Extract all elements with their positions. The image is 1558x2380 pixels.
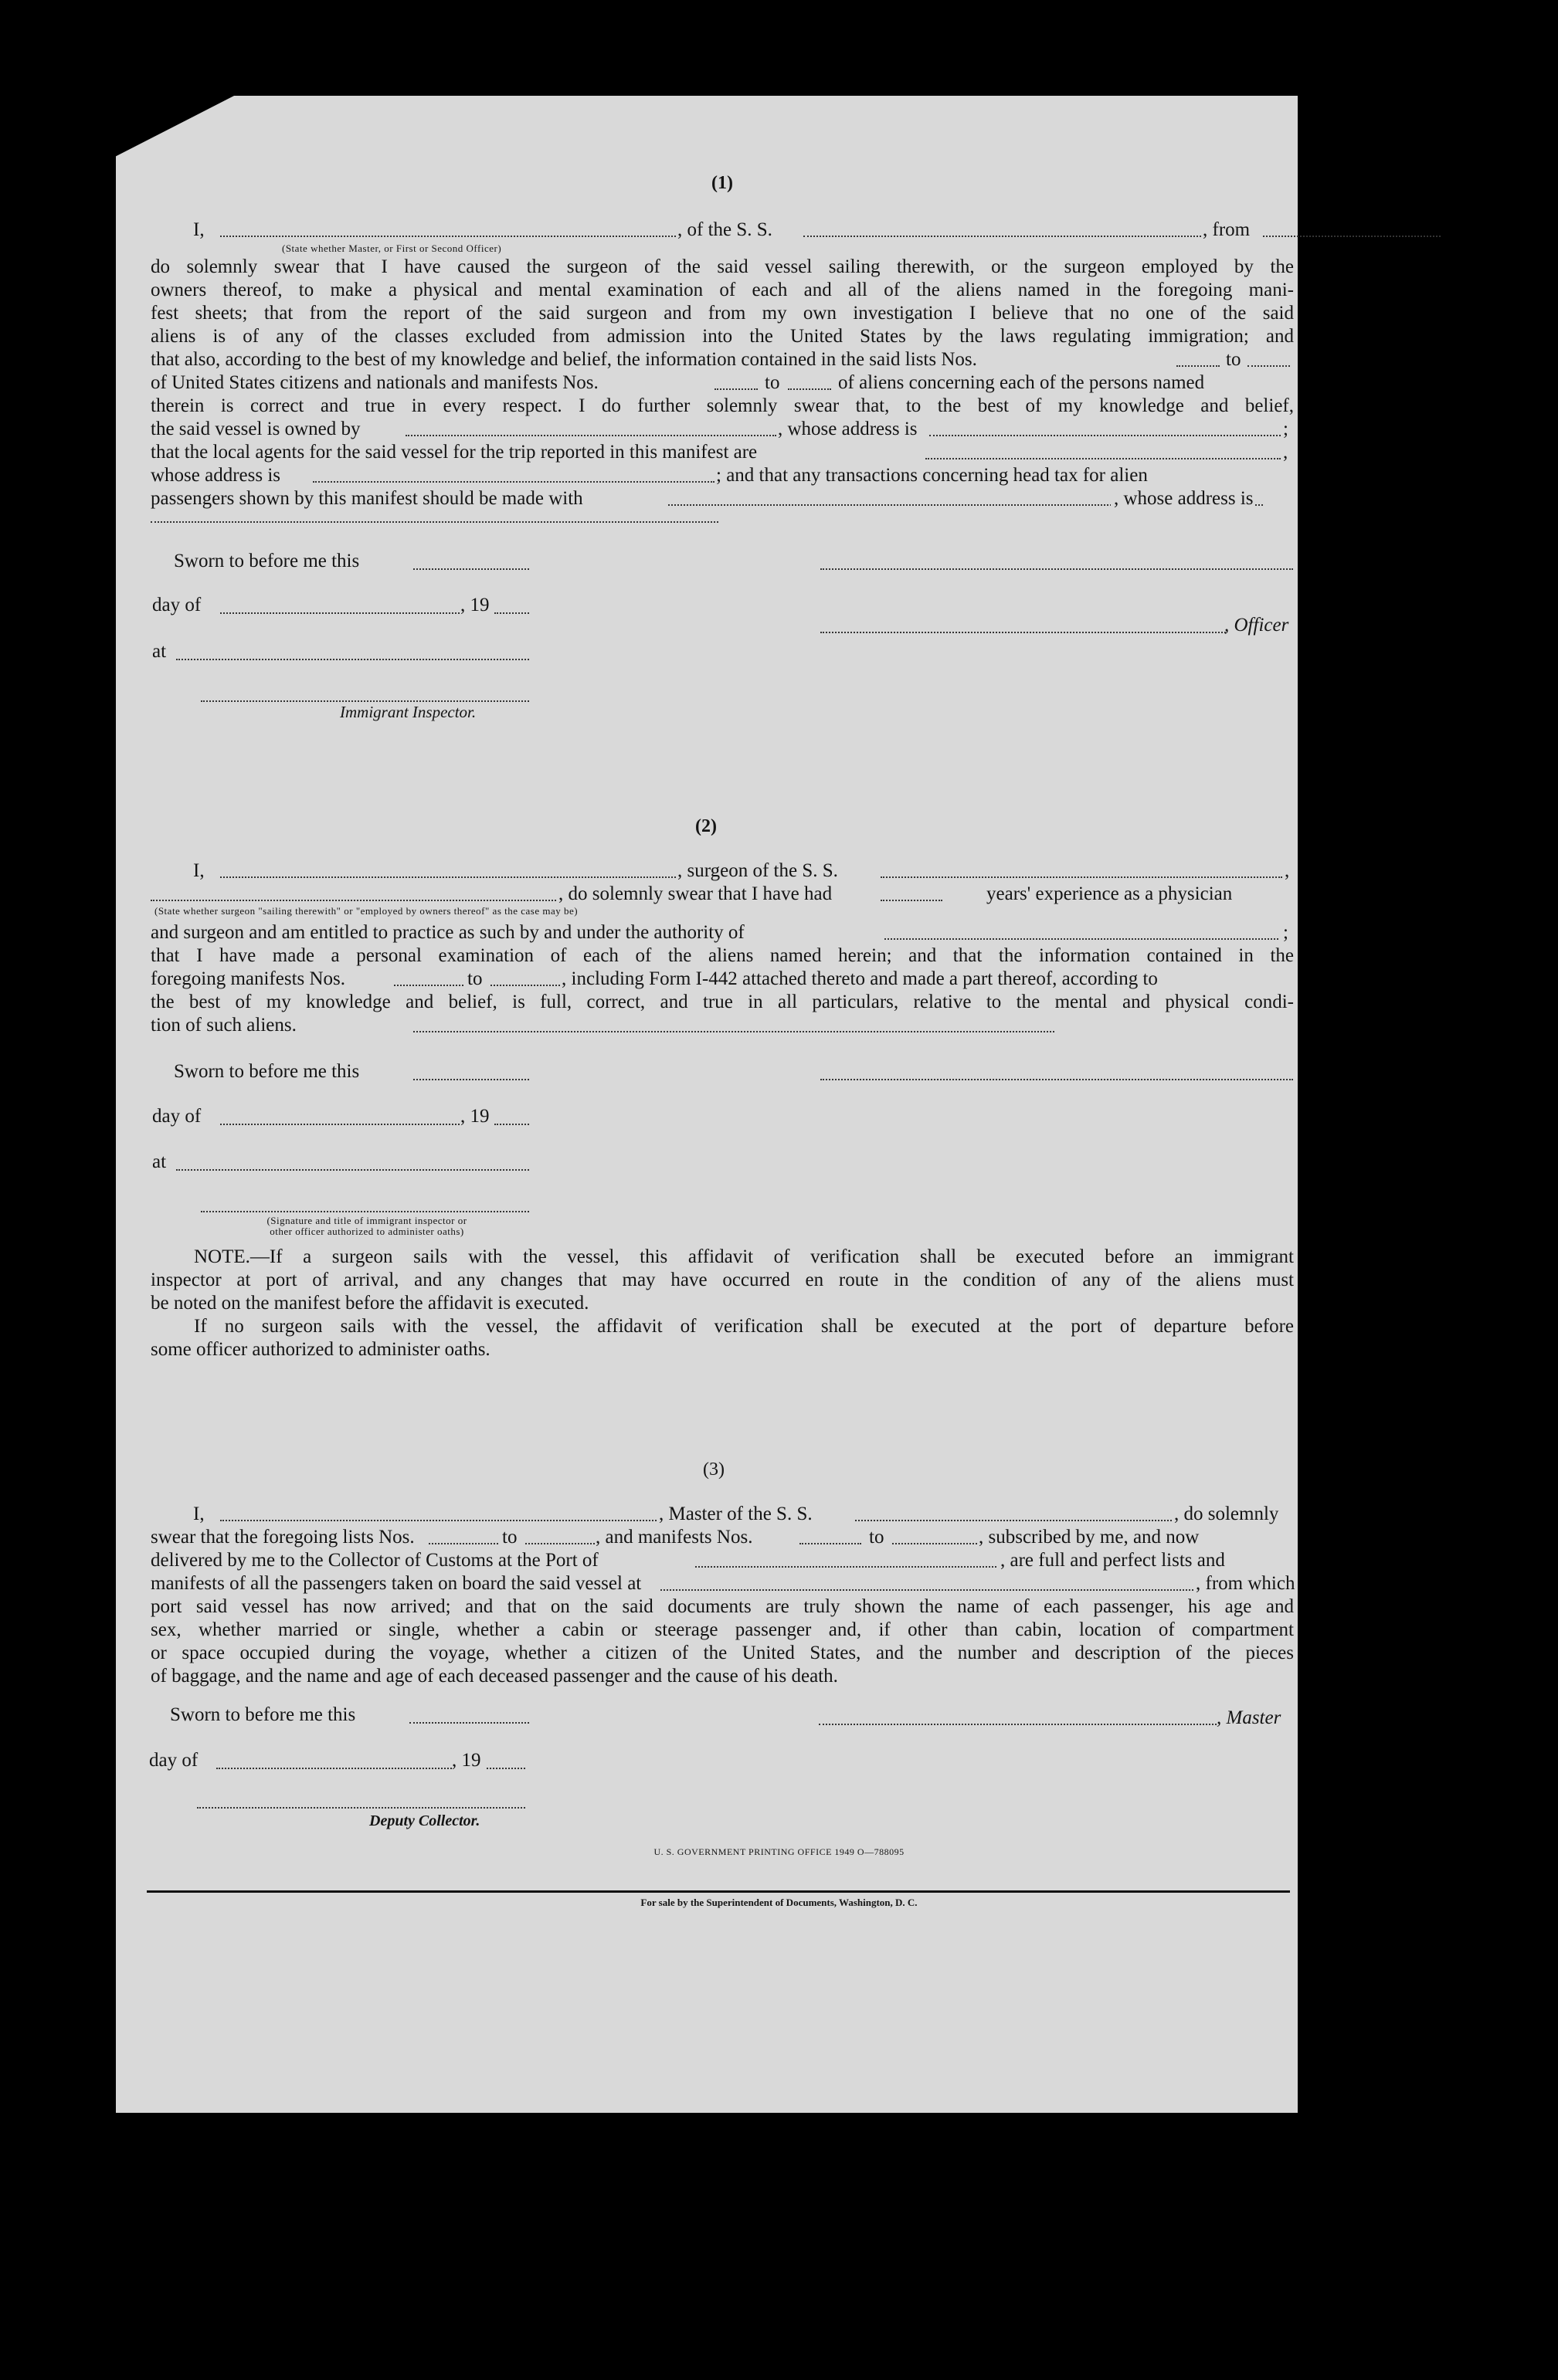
- s1-agents-field[interactable]: [925, 458, 1281, 459]
- s3-year-label: , 19: [452, 1750, 481, 1771]
- s3-sworn-field[interactable]: [409, 1722, 529, 1724]
- s3-manifests-text: , and manifests Nos.: [596, 1527, 753, 1548]
- s2-note: [151, 1246, 1294, 1361]
- s2-surgeon-of-label: , surgeon of the S. S.: [677, 860, 838, 881]
- s1-to-label: to: [1226, 349, 1241, 370]
- s2-at-field[interactable]: [176, 1169, 529, 1171]
- s3-manifests-from-field[interactable]: [799, 1543, 861, 1544]
- s1-paragraph-line: owners thereof, to make a physical and mental examination of each and all of the aliens named in the foregoing mani-: [151, 280, 1294, 300]
- s3-manifests-to-field[interactable]: [892, 1543, 977, 1544]
- s3-lists-to-field[interactable]: [525, 1543, 595, 1544]
- s1-whose-address-text: whose address is: [151, 465, 281, 486]
- s1-vessel-field[interactable]: [803, 236, 1201, 237]
- sale-notice: For sale by the Superintendent of Documents, Washington, D. C.: [640, 1897, 918, 1908]
- s3-lists-from-field[interactable]: [429, 1543, 498, 1544]
- s2-year-field[interactable]: [494, 1124, 529, 1125]
- s2-manifests-from-field[interactable]: [394, 985, 463, 986]
- s2-including-text: , including Form I-442 attached thereto and made a part thereof, according to: [562, 968, 1158, 989]
- s2-note-line: NOTE.—If a surgeon sails with the vessel, this affidavit of verification shall be executed before an immigrant: [194, 1246, 1294, 1267]
- s3-port-field[interactable]: [695, 1566, 996, 1568]
- s3-master-signature-field[interactable]: [819, 1724, 1217, 1725]
- s3-from-which-text: , from which: [1196, 1573, 1295, 1594]
- s2-signature-caption-line2: other officer authorized to administer oaths): [270, 1226, 464, 1237]
- s1-lists-from-field[interactable]: [1176, 365, 1220, 367]
- s2-day-field[interactable]: [220, 1124, 460, 1125]
- s1-i-label: I,: [193, 219, 205, 240]
- s2-authority-text: and surgeon and am entitled to practice as such by and under the authority of: [151, 922, 745, 943]
- s1-whose-address-text-2: , whose address is: [1111, 487, 1254, 510]
- s3-departure-port-field[interactable]: [660, 1589, 1193, 1591]
- s3-paragraph-line: sex, whether married or single, whether a cabin or steerage passenger and, if other than cabin, location of compartment: [151, 1619, 1294, 1640]
- s2-semicolon: ;: [1283, 922, 1288, 943]
- s2-paragraph-line: the best of my knowledge and belief, is full, correct, and true in all particulars, relative to the mental and physical condi-: [151, 992, 1294, 1012]
- s1-address-text: , whose address is: [778, 419, 918, 439]
- s3-paragraph-line: port said vessel has now arrived; and that on the said documents are truly shown the name of each passenger, his age and: [151, 1596, 1294, 1617]
- printing-office-line: U. S. GOVERNMENT PRINTING OFFICE 1949 O—788095: [653, 1846, 905, 1857]
- s1-inspector-label: Immigrant Inspector.: [340, 703, 477, 721]
- s2-vessel-field[interactable]: [881, 876, 1282, 878]
- punch-hole-6: [1398, 1087, 1434, 1123]
- section-2-body: [151, 859, 1294, 1037]
- s2-dayof-label: day of: [152, 1106, 202, 1127]
- s1-semicolon: ;: [1283, 419, 1288, 439]
- s2-years-field[interactable]: [881, 900, 942, 901]
- s2-note-line: If no surgeon sails with the vessel, the affidavit of verification shall be executed at the port of departure before: [194, 1316, 1294, 1337]
- s1-manifests-to-field[interactable]: [788, 388, 831, 390]
- s2-comma: ,: [1285, 860, 1290, 881]
- s3-subscribed-text: , subscribed by me, and now: [979, 1527, 1200, 1548]
- punch-hole-4: [1372, 749, 1407, 785]
- s2-manifests-text: foregoing manifests Nos.: [151, 968, 346, 989]
- s2-note-line: be noted on the manifest before the affidavit is executed.: [151, 1293, 589, 1314]
- s1-officer-label: , Officer: [1224, 615, 1289, 636]
- s2-signature-caption-line1: (Signature and title of immigrant inspector or: [266, 1215, 467, 1226]
- s1-day-field[interactable]: [220, 612, 460, 614]
- s3-master-of-label: , Master of the S. S.: [659, 1504, 813, 1524]
- s1-passengers-text: passengers shown by this manifest should be made with: [151, 488, 583, 509]
- s2-inspector-signature-field[interactable]: [201, 1211, 529, 1212]
- section-2-heading: (2): [695, 816, 717, 836]
- s3-day-field[interactable]: [216, 1768, 452, 1769]
- section-3-heading: (3): [703, 1460, 725, 1480]
- s1-agents-text: that the local agents for the said vessel for the trip reported in this manifest are: [151, 442, 758, 463]
- s1-signature-line[interactable]: [820, 568, 1293, 570]
- footer-rule: [147, 1890, 1290, 1893]
- s3-vessel-field[interactable]: [855, 1520, 1172, 1521]
- s2-year-label: , 19: [460, 1106, 490, 1127]
- s3-dayof-label: day of: [149, 1750, 199, 1771]
- s3-collector-signature-field[interactable]: [197, 1807, 525, 1809]
- s3-collector-label: Deputy Collector.: [369, 1812, 480, 1829]
- s1-year-field[interactable]: [494, 612, 529, 614]
- s2-signature-line[interactable]: [820, 1079, 1293, 1080]
- s1-owner-field[interactable]: [406, 435, 776, 436]
- s3-to-label: to: [502, 1527, 518, 1548]
- s1-paragraph-line: aliens is of any of the classes excluded from admission into the United States by the laws regulating immigration; and: [151, 326, 1294, 347]
- s1-headtax-text: ; and that any transactions concerning head tax for alien: [716, 465, 1148, 486]
- section-1-heading: (1): [711, 173, 733, 193]
- s1-at-label: at: [152, 641, 167, 662]
- s2-i-label: I,: [193, 860, 205, 881]
- s1-to-label-2: to: [765, 372, 780, 393]
- s1-owner-address-field[interactable]: [929, 435, 1281, 436]
- s2-to-label: to: [467, 968, 483, 989]
- section-1: [151, 171, 1294, 195]
- s3-to-label-2: to: [869, 1527, 884, 1548]
- s1-paragraph-line: fest sheets; that from the report of the said surgeon and from my own investigation I believe that no one of the said: [151, 303, 1294, 324]
- s3-master-name-field[interactable]: [220, 1520, 657, 1521]
- s3-paragraph-line: or space occupied during the voyage, whether a citizen of the United States, and the number and description of the pieces: [151, 1643, 1294, 1663]
- section-3-heading-wrap: [703, 1458, 749, 1481]
- s3-perfect-lists-text: , are full and perfect lists and: [1000, 1550, 1225, 1571]
- punch-hole-8: [1372, 1782, 1407, 1818]
- s3-manifests-all-text: manifests of all the passengers taken on board the said vessel at: [151, 1573, 642, 1594]
- s1-sworn-field[interactable]: [413, 568, 529, 570]
- s1-lists-text: that also, according to the best of my knowledge and belief, the information contained in the said lists Nos.: [151, 349, 977, 370]
- s1-comma: ,: [1283, 442, 1288, 463]
- s3-delivered-text: delivered by me to the Collector of Customs at the Port of: [151, 1550, 599, 1571]
- s1-from-field[interactable]: [1263, 236, 1441, 237]
- s1-owned-text: the said vessel is owned by: [151, 419, 361, 439]
- section-2-heading-wrap: [695, 815, 742, 838]
- s3-lists-text: swear that the foregoing lists Nos.: [151, 1527, 415, 1548]
- s3-sworn-label: Sworn to before me this: [170, 1704, 356, 1725]
- s1-manifests-text: of United States citizens and nationals and manifests Nos.: [151, 372, 599, 393]
- s1-headtax-address-field[interactable]: [151, 521, 718, 523]
- s2-experience-text: years' experience as a physician: [986, 883, 1233, 904]
- s3-paragraph-line: of baggage, and the name and age of each deceased passenger and the cause of his death.: [151, 1666, 838, 1687]
- s2-paragraph-end: tion of such aliens.: [151, 1015, 297, 1036]
- s2-surgeon-name-field[interactable]: [220, 876, 676, 878]
- s2-authority-field[interactable]: [884, 938, 1278, 940]
- s2-caption: (State whether surgeon "sailing therewith" or "employed by owners thereof" as the case may be): [154, 905, 579, 917]
- s1-officer-signature-field[interactable]: [820, 632, 1226, 633]
- s2-sworn-field[interactable]: [413, 1079, 529, 1080]
- s1-lists-to-field[interactable]: [1247, 365, 1290, 367]
- s3-i-label: I,: [193, 1504, 205, 1524]
- punch-hole-1: [1374, 269, 1410, 304]
- s1-paragraph-line: do solemnly swear that I have caused the surgeon of the said vessel sailing therewith, or the surgeon employed by the: [151, 256, 1294, 277]
- s1-year-label: , 19: [460, 595, 490, 615]
- punch-hole-7: [1372, 1432, 1407, 1468]
- s2-swear-text: , do solemnly swear that I have had: [558, 883, 833, 904]
- s2-sworn-label: Sworn to before me this: [174, 1061, 360, 1082]
- s2-note-line: inspector at port of arrival, and any changes that may have occurred en route in the condition of any of the aliens must: [151, 1270, 1294, 1290]
- punch-hole-2: [1402, 297, 1438, 332]
- s2-paragraph-line: that I have made a personal examination of each of the aliens named herein; and that the information contained in the: [151, 945, 1294, 966]
- s3-year-field[interactable]: [487, 1768, 525, 1769]
- s1-inspector-signature-field[interactable]: [201, 700, 529, 702]
- s2-signature-caption: [197, 1215, 537, 1237]
- s3-solemnly-text: , do solemnly: [1174, 1504, 1279, 1524]
- s1-dayof-label: day of: [152, 595, 202, 615]
- punch-hole-5: [1398, 1041, 1434, 1076]
- s1-from-label: , from: [1203, 219, 1251, 240]
- s1-aliens-text: of aliens concerning each of the persons named: [838, 372, 1205, 393]
- s1-agents-address-field[interactable]: [313, 481, 715, 483]
- s1-paragraph-line: therein is correct and true in every respect. I do further solemnly swear that, to the best of my knowledge and belief,: [151, 395, 1294, 416]
- s1-manifests-from-field[interactable]: [715, 388, 758, 390]
- s2-trailing-line: [413, 1031, 1054, 1032]
- s1-caption: (State whether Master, or First or Second Officer): [282, 242, 502, 254]
- section-1-body: [151, 219, 1294, 534]
- s1-sworn-label: Sworn to before me this: [174, 551, 360, 571]
- s1-ofss-label: , of the S. S.: [677, 219, 772, 240]
- s2-at-label: at: [152, 1151, 167, 1172]
- s2-note-line: some officer authorized to administer oaths.: [151, 1339, 490, 1360]
- punch-hole-3: [1372, 626, 1407, 661]
- s3-master-label: , Master: [1217, 1707, 1281, 1728]
- section-3-body: [151, 1503, 1294, 1688]
- s2-manifests-to-field[interactable]: [490, 985, 560, 986]
- s1-at-field[interactable]: [176, 659, 529, 660]
